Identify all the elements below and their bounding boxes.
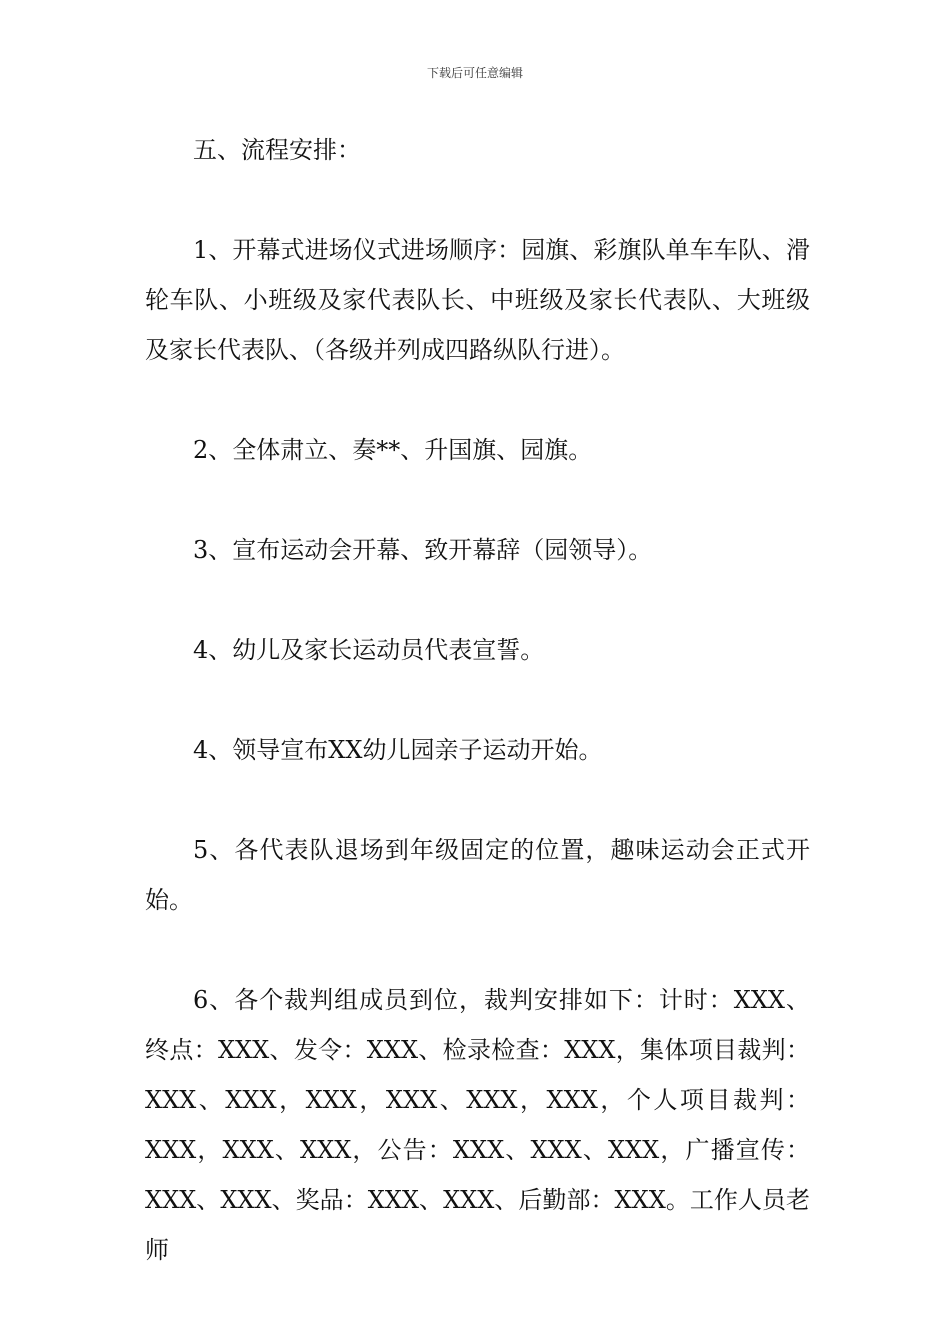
step-3-opening-speech: 3、宣布运动会开幕、致开幕辞（园领导）。 (193, 536, 653, 564)
document-body (145, 125, 810, 1275)
paragraph-gap (145, 175, 810, 225)
paragraph-gap (145, 675, 810, 725)
step-1-entrance-order: 1、开幕式进场仪式进场顺序：园旗、彩旗队单车车队、滑轮车队、小班级及家代表队长、中班级及家长代表队、大班级及家长代表队、（各级并列成四路纵队行进）。 (145, 236, 810, 364)
paragraph-gap (145, 475, 810, 525)
step-5-teams-exit: 5、各代表队退场到年级固定的位置，趣味运动会正式开始。 (145, 836, 810, 914)
paragraph-gap (145, 375, 810, 425)
paragraph-gap (145, 575, 810, 625)
step-6-judges-arrangement: 6、各个裁判组成员到位，裁判安排如下：计时：XXX、终点：XXX、发令：XXX、检录检查：XXX，集体项目裁判：XXX、XXX，XXX，XXX、XXX，XXX，个人项目裁判：XXX，XXX、XXX，公告：XXX、XXX、XXX，广播宣传：XXX、XXX、奖品：XXX、XXX、后勤部：XXX。工作人员老师 (145, 986, 810, 1264)
page-header-note: 下载后可任意编辑 (426, 66, 523, 80)
step-4-oath: 4、幼儿及家长运动员代表宣誓。 (193, 636, 545, 664)
paragraph-gap (145, 775, 810, 825)
section-title: 五、流程安排： (193, 136, 361, 164)
paragraph-gap (145, 925, 810, 975)
step-2-flag-raising: 2、全体肃立、奏**、升国旗、园旗。 (193, 436, 593, 464)
step-4-announcement: 4、领导宣布XX幼儿园亲子运动开始。 (193, 736, 603, 764)
